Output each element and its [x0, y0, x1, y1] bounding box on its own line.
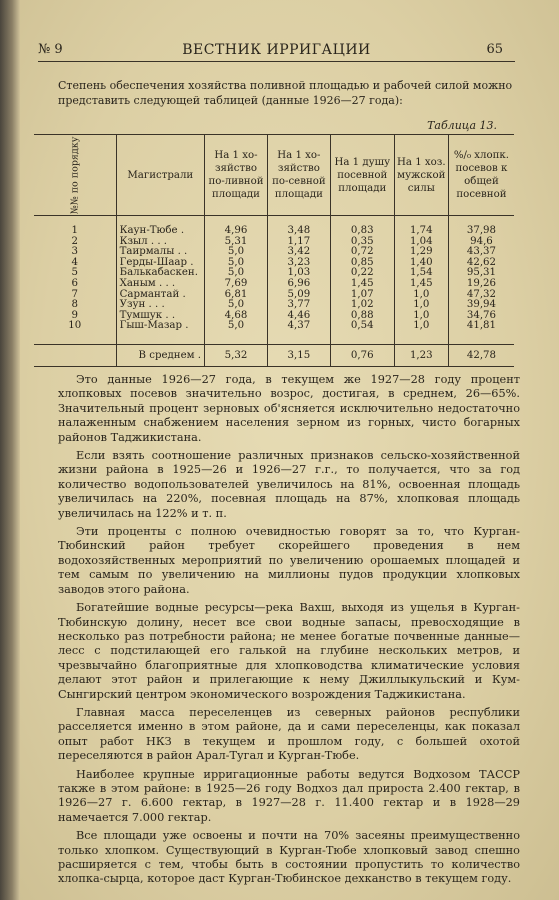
cell-c4: 1,04 [394, 237, 448, 248]
body-paragraph: Это данные 1926—27 года, в текущем же 1927—28 году процент хлопковых посевов значительно возрос, достигая, в среднем, 26—65%. Значительный процент зерновых об'ясняется исключительно недостаточно налаженным снабжением населения зерном из горных, чисто богарных районов Таджикистана. [58, 373, 520, 444]
cell-c3: 1,02 [330, 300, 394, 311]
body-paragraph: Главная масса переселенцев из северных районов республики расселяется именно в этом районе, да и сами переселенцы, как показал опыт работ НКЗ в текущем и прошлом году, с большей охотой переселяются в район Арал-Тугал и Курган-Тюбе. [58, 705, 520, 763]
cell-c4: 1,54 [394, 268, 448, 279]
header-c5: %/₀ хлопк. посевов к общей посевной [448, 135, 514, 216]
cell-c2: 3,23 [267, 258, 330, 269]
cell-c3: 0,83 [330, 216, 394, 237]
cell-name: Ханым . . . [116, 279, 204, 290]
cell-name: Балькабаскен. [116, 268, 204, 279]
table-row [34, 321, 514, 344]
cell-c4: 1,29 [394, 247, 448, 258]
journal-title: ВЕСТНИК ИРРИГАЦИИ [182, 42, 371, 58]
cell-name: Тумшук . . [116, 311, 204, 322]
cell-c5: 39,94 [448, 300, 514, 311]
body-paragraph: Если взять соотношение различных признаков сельско-хозяйственной жизни района в 1925—26 и 1926—27 г.г., то получается, что за год количество водопользователей увеличилось на 81%, освоенная площадь увеличилась на 220%, посевная площадь на 87%, хлопковая площадь увеличилась на 122% и т. п. [58, 449, 520, 520]
cell-c4: 1,0 [394, 311, 448, 322]
avg-c5: 42,78 [448, 344, 514, 366]
cell-c3: 1,07 [330, 290, 394, 301]
cell-c4: 1,45 [394, 279, 448, 290]
body-paragraph: Эти проценты с полною очевидностью говорят за то, что Курган-Тюбинский район требует скорейшего проведения в нем водохозяйственных мероприятий по увеличению орошаемых площадей и тем самым по увеличению на миллионы пудов продукции хлопковых заводов этого района. [58, 525, 520, 596]
cell-n: 9 [71, 309, 79, 321]
cell-c2: 5,09 [267, 290, 330, 301]
cell-c3: 0,22 [330, 268, 394, 279]
cell-c2: 1,17 [267, 237, 330, 248]
cell-c5: 41,81 [448, 321, 514, 344]
cell-c1: 5,0 [205, 247, 268, 258]
page-number: 65 [486, 42, 503, 57]
body-paragraph: Богатейшие водные ресурсы—река Вахш, выходя из ущелья в Курган-Тюбинскую долину, несет все свои водные запасы, превосходящие в несколько раз потребности района; не менее богатые почвенные данные—лесс с подстилающей его галькой на глубине нескольких метров, и чрезвычайно благоприятные для хлопководства климатические условия делают этот район и прилегающие к нему Джиллыкульский и Кум-Сынгирский центром экономического возрождения Таджикистана. [58, 601, 520, 701]
table-row [34, 237, 514, 248]
cell-c5: 95,31 [448, 268, 514, 279]
cell-c2: 3,77 [267, 300, 330, 311]
table-row [34, 247, 514, 258]
cell-c3: 0,72 [330, 247, 394, 258]
avg-c1: 5,32 [205, 344, 268, 366]
cell-c4: 1,40 [394, 258, 448, 269]
cell-c3: 0,85 [330, 258, 394, 269]
body-paragraph: Все площади уже освоены и почти на 70% засеяны преимущественно только хлопком. Существующий в Курган-Тюбе хлопковый завод спешно расширяется с тем, чтобы быть в состоянии пропустить то количество хлопка-сырца, которое даст Курган-Тюбинское дехканство в текущем году. [58, 829, 520, 886]
header-rule [38, 61, 515, 62]
table-row [34, 300, 514, 311]
page-header [38, 42, 515, 60]
header-c2: На 1 хо-зяйство по-севной площади [267, 135, 330, 216]
header-num: №№ по порядку [34, 135, 116, 216]
cell-c1: 6,81 [205, 290, 268, 301]
avg-c3: 0,76 [330, 344, 394, 366]
cell-c1: 4,68 [205, 311, 268, 322]
body-paragraph: Наиболее крупные ирригационные работы ведутся Водхозом ТАССР также в этом районе: в 1925—26 году Водхоз дал прироста 2.400 гектар, в 1926—27 г. 6.600 гектар, в 1927—28 г. 11.400 гектар и в 1928—29 намечается 7.000 гектар. [58, 767, 520, 824]
cell-c5: 47,32 [448, 290, 514, 301]
cell-c5: 34,76 [448, 311, 514, 322]
intro-paragraph: Степень обеспечения хозяйства поливной площадью и рабочей силой можно представить следующей таблицей (данные 1926—27 года): [58, 79, 513, 107]
cell-c1: 5,0 [205, 300, 268, 311]
cell-name: Каун-Тюбе . [116, 216, 204, 237]
avg-c2: 3,15 [267, 344, 330, 366]
cell-name: Таирмалы . . [116, 247, 204, 258]
cell-c1: 5,0 [205, 258, 268, 269]
cell-name: Герды-Шаар . [116, 258, 204, 269]
cell-n: 1 [71, 225, 79, 236]
cell-n: 2 [71, 235, 79, 247]
header-c1: На 1 хо-зяйство по-ливной площади [205, 135, 268, 216]
cell-n: 7 [71, 288, 79, 300]
cell-name: Сармантай . [116, 290, 204, 301]
table-row [34, 279, 514, 290]
cell-c5: 42,62 [448, 258, 514, 269]
cell-n: 8 [71, 299, 79, 311]
table-row [34, 311, 514, 322]
cell-n: 5 [71, 267, 79, 279]
cell-c3: 0,88 [330, 311, 394, 322]
table-label: Таблица 13. [427, 119, 497, 132]
cell-c5: 43,37 [448, 247, 514, 258]
cell-blank [34, 344, 116, 366]
cell-c3: 0,35 [330, 237, 394, 248]
cell-c2: 3,48 [267, 216, 330, 237]
cell-c2: 6,96 [267, 279, 330, 290]
cell-c4: 1,0 [394, 300, 448, 311]
cell-c3: 1,45 [330, 279, 394, 290]
header-c4: На 1 хоз. мужской силы [394, 135, 448, 216]
cell-c5: 19,26 [448, 279, 514, 290]
cell-c4: 1,0 [394, 321, 448, 344]
table-row [34, 258, 514, 269]
book-spine [0, 0, 20, 900]
cell-name: Узун . . . [116, 300, 204, 311]
cell-c2: 3,42 [267, 247, 330, 258]
cell-n: 3 [71, 246, 79, 258]
header-name: Магистрали [116, 135, 204, 216]
table-average-row [34, 344, 514, 366]
cell-c1: 5,0 [205, 321, 268, 344]
cell-n: 4 [71, 256, 79, 268]
cell-c4: 1,0 [394, 290, 448, 301]
issue-number: № 9 [38, 42, 63, 57]
cell-c3: 0,54 [330, 321, 394, 344]
avg-label: В среднем . [116, 344, 204, 366]
cell-c1: 7,69 [205, 279, 268, 290]
data-table [34, 134, 514, 367]
avg-c4: 1,23 [394, 344, 448, 366]
table-row [34, 290, 514, 301]
cell-c5: 94,6 [448, 237, 514, 248]
cell-c1: 5,0 [205, 268, 268, 279]
cell-name: Гыш-Мазар . [116, 321, 204, 344]
table-row [34, 268, 514, 279]
cell-name: Кзыл . . . [116, 237, 204, 248]
table-body [34, 216, 514, 367]
cell-c2: 4,46 [267, 311, 330, 322]
cell-c1: 4,96 [205, 216, 268, 237]
body-text [58, 373, 520, 891]
cell-n: 6 [71, 277, 79, 289]
cell-c2: 1,03 [267, 268, 330, 279]
cell-c5: 37,98 [448, 216, 514, 237]
cell-c4: 1,74 [394, 216, 448, 237]
cell-c1: 5,31 [205, 237, 268, 248]
table-header-row [34, 135, 514, 216]
header-c3: На 1 душу посевной площади [330, 135, 394, 216]
table-row [34, 216, 514, 237]
cell-c2: 4,37 [267, 321, 330, 344]
cell-n: 10 [68, 320, 82, 332]
